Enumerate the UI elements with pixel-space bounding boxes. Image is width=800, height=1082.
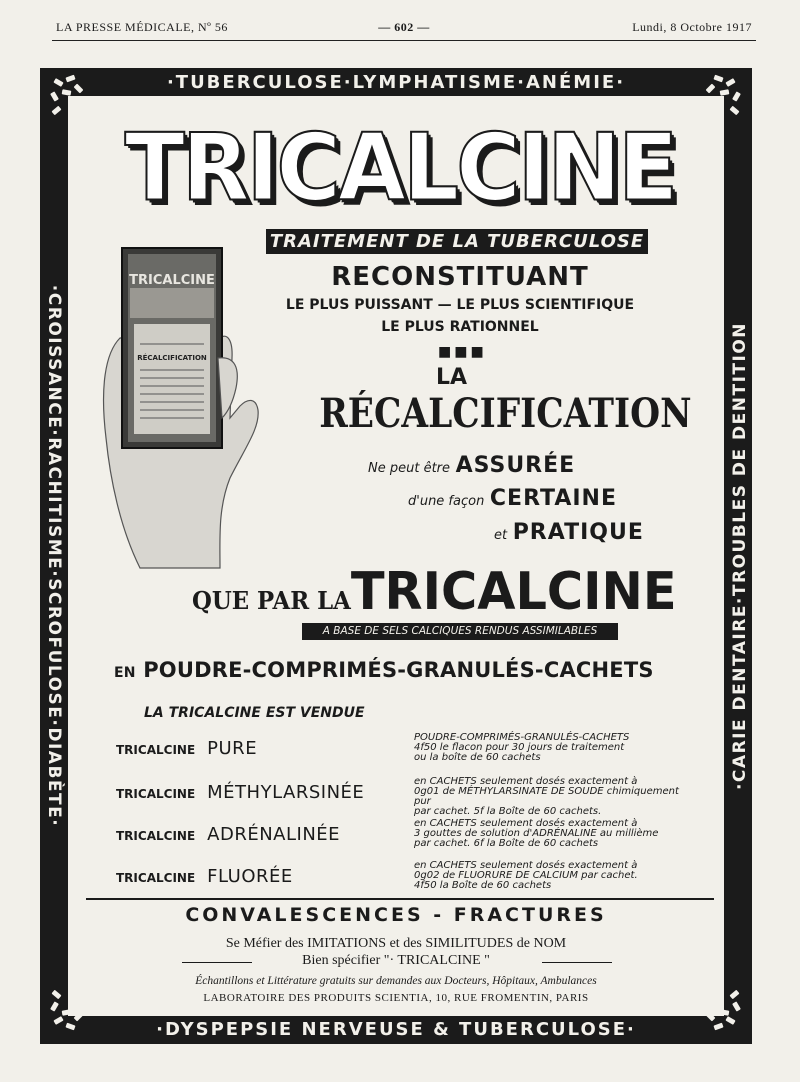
forms-list: POUDRE-COMPRIMÉS-GRANULÉS-CACHETS [143, 658, 654, 682]
border-bottom-text: ·DYSPEPSIE NERVEUSE & TUBERCULOSE· [156, 1019, 636, 1040]
brand-secondary: TRICALCINE [350, 562, 677, 622]
product-variant: MÉTHYLARSINÉE [207, 782, 365, 803]
product-prefix: TRICALCINE [116, 743, 196, 757]
separator-dots: ■■■ [438, 344, 487, 360]
plus-rationnel-line: LE PLUS RATIONNEL [381, 319, 539, 335]
certaine-word: CERTAINE [489, 486, 617, 511]
product-prefix: TRICALCINE [116, 871, 196, 885]
pratique-prefix: et [494, 528, 508, 543]
product-prefix: TRICALCINE [116, 787, 196, 801]
brand-headline: TRICALCINE [124, 113, 676, 222]
reconstituant-heading: RECONSTITUANT [331, 262, 589, 292]
samples-note: Échantillons et Littérature gratuits sur demandes aux Docteurs, Hôpitaux, Ambulances [195, 975, 597, 987]
la-word: LA [436, 365, 468, 390]
package-label: TRICALCINE [129, 273, 215, 288]
product-description: en CACHETS seulement dosés exactement à 3 gouttes de solution d'ADRÉNALINE au millième par cachet. 6f la Boîte de 60 cachets [414, 818, 659, 849]
certaine-line [408, 486, 617, 511]
assuree-line [368, 453, 575, 478]
product-prefix: TRICALCINE [116, 829, 196, 843]
product-variant: ADRÉNALINÉE [207, 824, 341, 845]
sels-calciques-bar: A BASE DE SELS CALCIQUES RENDUS ASSIMILABLES [302, 623, 618, 640]
border-right-text: ·CARIE DENTAIRE·TROUBLES DE DENTITION [730, 321, 750, 791]
issue-date: Lundi, 8 Octobre 1917 [632, 20, 752, 34]
footer-rule [86, 898, 714, 900]
product-row [116, 782, 364, 803]
journal-title: LA PRESSE MÉDICALE, Nº 56 [56, 20, 228, 34]
certaine-prefix: d'une façon [408, 494, 485, 509]
specifier-right-line [542, 962, 612, 963]
crystal-ornament-top-right [696, 72, 748, 124]
border-top-text: ·TUBERCULOSE·LYMPHATISME·ANÉMIE· [166, 72, 626, 93]
vendue-heading: LA TRICALCINE EST VENDUE [144, 705, 365, 721]
crystal-ornament-top-left [44, 72, 96, 124]
package-text: RÉCALCIFICATION [137, 354, 207, 362]
journal-header [56, 20, 752, 40]
convalescences-heading: CONVALESCENCES - FRACTURES [185, 904, 607, 926]
product-description: en CACHETS seulement dosés exactement à 0g02 de FLUORURE DE CALCIUM par cachet. 4f50 la Boîte de 60 cachets [414, 860, 638, 891]
que-par-la: QUE PAR LA [192, 586, 351, 615]
product-variant: FLUORÉE [207, 866, 293, 887]
product-variant: PURE [207, 738, 258, 759]
product-row [116, 824, 340, 845]
assuree-prefix: Ne peut être [368, 461, 451, 476]
imitations-warning: Se Méfier des IMITATIONS et des SIMILITUDES de NOM [225, 936, 567, 951]
hand-holding-box-illustration [100, 238, 270, 578]
product-row [116, 866, 293, 887]
laboratory-address: LABORATOIRE DES PRODUITS SCIENTIA, 10, RUE FROMENTIN, PARIS [203, 992, 589, 1004]
product-description: POUDRE-COMPRIMÉS-GRANULÉS-CACHETS 4f50 le flacon pour 30 jours de traitement ou la boîte de 60 cachets [414, 732, 630, 763]
subtitle-bar: TRAITEMENT DE LA TUBERCULOSE [266, 229, 648, 254]
forms-line [114, 658, 694, 682]
assuree-word: ASSURÉE [455, 453, 576, 478]
page-number: — 602 — [378, 20, 430, 34]
product-row [116, 738, 257, 759]
pratique-line [494, 520, 644, 545]
forms-en: EN [114, 665, 136, 681]
specifier-line: Bien spécifier "· TRICALCINE " [302, 953, 490, 968]
product-description: en CACHETS seulement dosés exactement à 0g01 de MÉTHYLARSINATE DE SOUDE chimiquement pur par cachet. 5f la Boîte de 60 cachets. [414, 776, 679, 817]
que-par-la-tricalcine [192, 562, 677, 622]
pratique-word: PRATIQUE [512, 520, 644, 545]
plus-puissant-line: LE PLUS PUISSANT — LE PLUS SCIENTIFIQUE [285, 297, 635, 313]
recalcification-heading: RÉCALCIFICATION [319, 390, 692, 437]
border-left-text: ·CROISSANCE·RACHITISME·SCROFULOSE·DIABÈTE· [44, 284, 64, 828]
header-rule [52, 40, 756, 41]
